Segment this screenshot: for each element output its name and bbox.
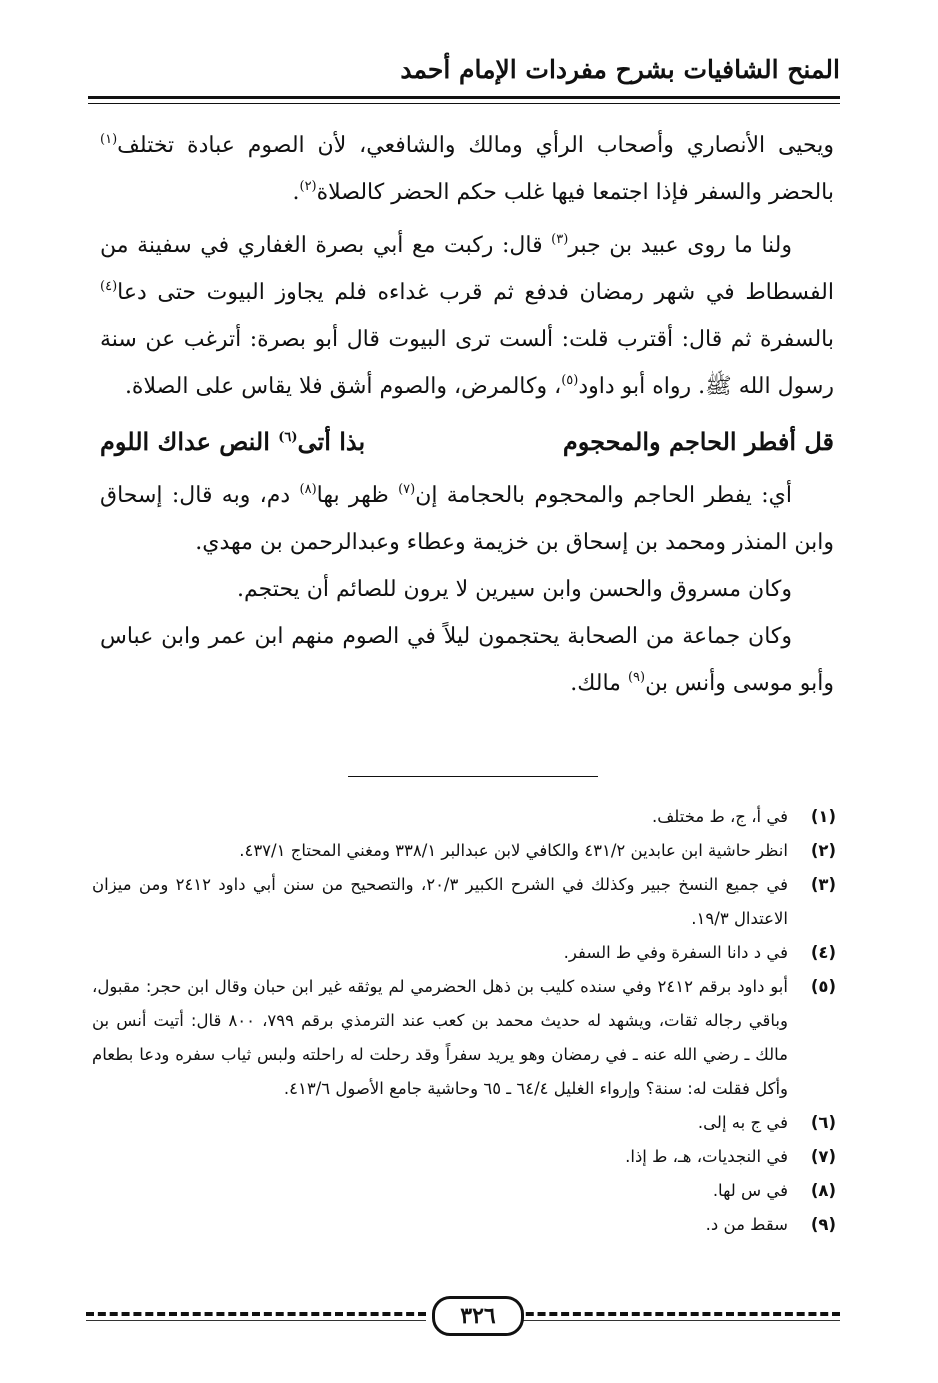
footnote-item	[92, 868, 836, 936]
running-title: المنح الشافيات بشرح مفردات الإمام أحمد	[400, 55, 840, 84]
footnote-item	[92, 970, 836, 1106]
paragraph-text: بالحضر والسفر فإذا اجتمعا فيها غلب حكم الحضر كالصلاة	[316, 180, 834, 205]
verse-text: النص عداك اللوم	[100, 427, 279, 456]
footnote-marker: (٥)	[561, 373, 579, 388]
footnote-text: في ج به إلى.	[697, 1113, 788, 1132]
verse-second-hemistich	[100, 414, 365, 470]
footnote-text: في جميع النسخ جبير وكذلك في الشرح الكبير ٢٠/٣، والتصحيح من سنن أبي داود ٢٤١٢ ومن ميزان الاعتدال ١٩/٣.	[92, 875, 788, 928]
paragraph-text: دم، وبه قال: إسحاق وابن المنذر ومحمد بن إسحاق بن خزيمة وعطاء وعبدالرحمن بن مهدي.	[100, 483, 834, 555]
footnote-text: أبو داود برقم ٢٤١٢ وفي سنده كليب بن ذهل الحضرمي لم يوثقه غير ابن حبان وقال ابن حجر: مقبول، وباقي رجاله ثقات، ويشهد له حديث محمد بن كعب عند الترمذي برقم ٧٩٩، ٨٠٠ قال: أتيت أنس بن مالك ـ رضي الله عنه ـ في رمضان وهو يريد سفراً وقد رحلت له راحلته ولبس ثياب سفره ودعا بطعام وأكل فقلت له: سنة؟ وإرواء الغليل ٦٤/٤ ـ ٦٥ وحاشية جامع الأصول ٤١٣/٦.	[92, 977, 788, 1098]
footnote-marker: (٧)	[398, 482, 416, 497]
footnote-text: في النجديات، هـ، ط إذا.	[625, 1147, 788, 1166]
paragraph-4: وكان مسروق والحسن وابن سيرين لا يرون للصائم أن يحتجم.	[236, 577, 792, 602]
main-text	[100, 122, 834, 707]
footer-thin-rule-right	[514, 1320, 840, 1321]
footnote-text: في د دانا السفرة وفي ط السفر.	[563, 943, 788, 962]
verse-first-hemistich: قل أفطر الحاجم والمحجوم	[562, 427, 834, 456]
footnote-marker: (٦)	[278, 430, 298, 445]
footnote-item	[92, 1208, 836, 1242]
paragraph-3	[100, 472, 834, 566]
footnote-text: انظر حاشية ابن عابدين ٤٣١/٢ والكافي لابن عبدالبر ٣٣٨/١ ومغني المحتاج ٤٣٧/١.	[239, 841, 788, 860]
verse-text: بذا أتى	[297, 427, 366, 456]
footnote-marker: (٩)	[627, 670, 646, 685]
footnote-number: (٤)	[810, 943, 836, 962]
footnote-number: (١)	[810, 807, 836, 826]
footnote-item	[92, 834, 836, 868]
paragraph-2	[100, 222, 834, 410]
footnote-number: (٧)	[810, 1147, 836, 1166]
header-rule-thin	[88, 103, 840, 104]
footnote-text: في أ، ج، ط مختلف.	[651, 807, 788, 826]
footnote-item	[92, 936, 836, 970]
footnotes	[92, 800, 836, 1242]
footnote-number: (٢)	[810, 841, 836, 860]
footnote-marker: (٢)	[299, 179, 317, 194]
footnote-item	[92, 1174, 836, 1208]
footnote-marker: (١)	[100, 132, 118, 147]
paragraph-text: .	[292, 180, 300, 205]
paragraph-text: وكان جماعة من الصحابة يحتجمون ليلاً في الصوم منهم ابن عمر وابن عباس وأبو موسى وأنس بن	[100, 624, 834, 696]
footer-thin-rule-left	[86, 1320, 426, 1321]
footnote-separator	[348, 776, 598, 777]
header-rule-thick	[88, 96, 840, 99]
paragraph-text: أي: يفطر الحاجم والمحجوم بالحجامة إن	[415, 483, 793, 508]
paragraph-1	[100, 122, 834, 216]
paragraph-text: ويحيى الأنصاري وأصحاب الرأي ومالك والشافعي، لأن الصوم عبادة تختلف	[117, 133, 834, 158]
footnote-number: (٣)	[810, 875, 836, 894]
footnote-marker: (٣)	[551, 232, 569, 247]
paragraph-text: ولنا ما روى عبيد بن جبر	[568, 233, 792, 258]
footnote-number: (٥)	[810, 977, 836, 996]
footer-ornament	[86, 1296, 840, 1336]
paragraph-text: ظهر بها	[316, 483, 399, 508]
paragraph-text: مالك.	[570, 671, 628, 696]
paragraph-text: قال: ركبت مع أبي بصرة الغفاري في سفينة من الفسطاط في شهر رمضان فدفع ثم قرب غداءه فلم يجاوز البيوت حتى دعا	[100, 233, 834, 305]
footer-dashed-rule-left	[86, 1312, 426, 1316]
footnote-text: في س لها.	[712, 1181, 788, 1200]
footnote-item	[92, 800, 836, 834]
footnote-item	[92, 1140, 836, 1174]
footer-dashed-rule-right	[514, 1312, 840, 1316]
paragraph-text: ، وكالمرض، والصوم أشق فلا يقاس على الصلاة.	[124, 374, 562, 399]
footnote-text: سقط من د.	[705, 1215, 788, 1234]
paragraph-5	[100, 613, 834, 707]
footnote-number: (٦)	[810, 1113, 836, 1132]
paragraph-text: بالسفرة ثم قال: أقترب قلت: ألست ترى البيوت قال أبو بصرة: أترغب عن سنة رسول الله ﷺ. رواه أبو داود	[100, 327, 834, 399]
footnote-marker: (٤)	[100, 279, 118, 294]
footnote-marker: (٨)	[299, 482, 317, 497]
footnote-number: (٩)	[810, 1215, 836, 1234]
footnote-item	[92, 1106, 836, 1140]
poem-verse	[100, 414, 834, 470]
page-number: ٣٢٦	[432, 1296, 524, 1336]
footnote-number: (٨)	[810, 1181, 836, 1200]
